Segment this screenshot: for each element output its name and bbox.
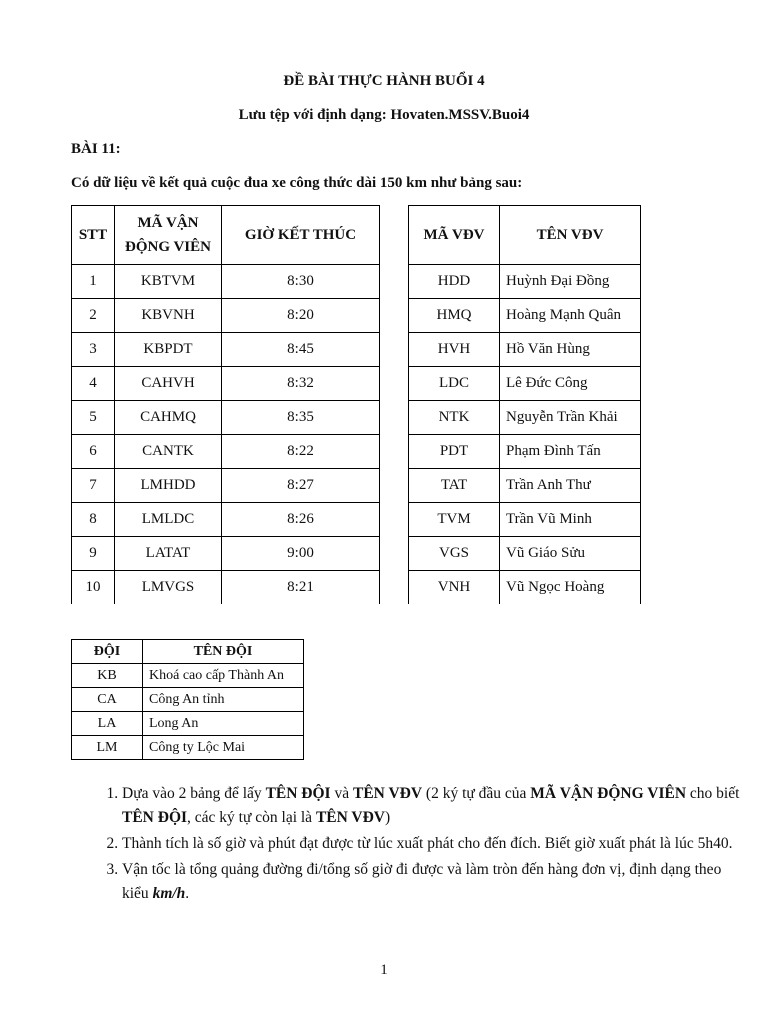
table-row [72,712,304,736]
table-row [72,469,380,503]
cell-finish-time: 8:26 [222,503,380,537]
exercise-heading: BÀI 11: [71,141,121,157]
task-text: Thành tích là số giờ và phút đạt được từ lúc xuất phát cho đến đích. Biết giờ xuất phát là lúc 5h40. [122,835,733,852]
cell-athlete-id: VGS [409,537,500,571]
cell-stt: 4 [72,367,115,401]
list-item [122,782,742,830]
cell-stt: 5 [72,401,115,435]
cell-stt: 9 [72,537,115,571]
table-row [409,333,641,367]
cell-athlete-name: Trần Vũ Minh [500,503,641,537]
header-athlete-code: MÃ VẬN ĐỘNG VIÊN [115,206,222,265]
header-finish-time: GIỜ KẾT THÚC [222,206,380,265]
cell-athlete-code: CAHVH [115,367,222,401]
cell-finish-time: 8:21 [222,571,380,605]
task-text: , các ký tự còn lại là [187,809,316,826]
cell-team-name: Công ty Lộc Mai [143,736,304,760]
table-row [72,401,380,435]
cell-stt: 8 [72,503,115,537]
cell-team-code: LM [72,736,143,760]
task-text: Vận tốc là tổng quảng đường đi/tổng số giờ đi được và làm tròn đến hàng đơn vị, định dạng theo kiểu [122,861,722,902]
cell-athlete-name: Huỳnh Đại Đồng [500,265,641,299]
table-row [409,435,641,469]
table-row [72,299,380,333]
task-text: ) [384,809,391,826]
cell-athlete-id: TAT [409,469,500,503]
task-text: (2 ký tự đầu của [422,785,531,802]
cell-athlete-code: LMVGS [115,571,222,605]
header-athlete-name: TÊN VĐV [500,206,641,265]
table-row [72,333,380,367]
header-team-name: TÊN ĐỘI [143,640,304,664]
page-subtitle: Lưu tệp với định dạng: Hovaten.MSSV.Buoi4 [238,107,530,123]
table-row [72,664,304,688]
header-athlete-id: MÃ VĐV [409,206,500,265]
header-stt: STT [72,206,115,265]
cell-athlete-code: KBTVM [115,265,222,299]
cell-athlete-name: Phạm Đình Tấn [500,435,641,469]
cell-finish-time: 8:20 [222,299,380,333]
cell-finish-time: 8:45 [222,333,380,367]
cell-stt: 3 [72,333,115,367]
cell-athlete-code: LMHDD [115,469,222,503]
athlete-names-table [408,205,641,604]
cell-athlete-code: LMLDC [115,503,222,537]
task-list [90,782,742,908]
table-row [72,688,304,712]
cell-finish-time: 8:27 [222,469,380,503]
cell-finish-time: 8:35 [222,401,380,435]
cell-athlete-id: TVM [409,503,500,537]
task-text: Dựa vào 2 bảng để lấy [122,785,266,802]
cell-team-name: Long An [143,712,304,736]
cell-finish-time: 8:30 [222,265,380,299]
task-bold-text: MÃ VẬN ĐỘNG VIÊN [530,785,687,802]
cell-team-code: CA [72,688,143,712]
table-row [72,435,380,469]
cell-athlete-name: Nguyễn Trần Khải [500,401,641,435]
cell-athlete-id: PDT [409,435,500,469]
cell-team-code: LA [72,712,143,736]
table-row [72,265,380,299]
cell-athlete-code: CAHMQ [115,401,222,435]
cell-athlete-name: Vũ Giáo Sửu [500,537,641,571]
table-row [409,571,641,605]
table-row [409,503,641,537]
task-unit-text: km/h [152,885,186,902]
cell-athlete-id: LDC [409,367,500,401]
cell-team-name: Công An tỉnh [143,688,304,712]
cell-team-code: KB [72,664,143,688]
page-title: ĐỀ BÀI THỰC HÀNH BUỔI 4 [283,73,485,89]
cell-athlete-code: CANTK [115,435,222,469]
table-row [72,736,304,760]
list-item [122,832,742,856]
table-row [409,265,641,299]
table-row [409,299,641,333]
cell-stt: 7 [72,469,115,503]
table-row [72,503,380,537]
race-results-table [71,205,380,604]
cell-athlete-name: Hoàng Mạnh Quân [500,299,641,333]
table-row [409,401,641,435]
cell-athlete-id: HVH [409,333,500,367]
task-bold-text: TÊN ĐỘI [265,785,331,802]
cell-athlete-code: KBVNH [115,299,222,333]
list-item [122,858,742,906]
intro-text: Có dữ liệu về kết quả cuộc đua xe công thức dài 150 km như bảng sau: [71,175,523,191]
cell-athlete-code: LATAT [115,537,222,571]
cell-team-name: Khoá cao cấp Thành An [143,664,304,688]
cell-stt: 10 [72,571,115,605]
task-text: và [330,785,353,802]
task-text: cho biết [686,785,740,802]
table-row [72,537,380,571]
cell-stt: 6 [72,435,115,469]
task-text: . [185,885,190,902]
header-team-code: ĐỘI [72,640,143,664]
task-bold-text: TÊN ĐỘI [122,809,188,826]
cell-athlete-name: Trần Anh Thư [500,469,641,503]
cell-stt: 2 [72,299,115,333]
cell-athlete-id: HMQ [409,299,500,333]
table-row [409,537,641,571]
table-row [409,469,641,503]
cell-athlete-name: Lê Đức Công [500,367,641,401]
cell-finish-time: 8:22 [222,435,380,469]
cell-athlete-code: KBPDT [115,333,222,367]
cell-finish-time: 9:00 [222,537,380,571]
cell-athlete-id: HDD [409,265,500,299]
cell-stt: 1 [72,265,115,299]
task-bold-text: TÊN VĐV [315,809,385,826]
cell-finish-time: 8:32 [222,367,380,401]
page-number: 1 [380,962,388,978]
team-table [71,639,304,760]
table-row [72,571,380,605]
task-bold-text: TÊN VĐV [352,785,423,802]
table-row [409,367,641,401]
cell-athlete-id: VNH [409,571,500,605]
cell-athlete-id: NTK [409,401,500,435]
table-row [72,367,380,401]
cell-athlete-name: Vũ Ngọc Hoàng [500,571,641,605]
cell-athlete-name: Hồ Văn Hùng [500,333,641,367]
